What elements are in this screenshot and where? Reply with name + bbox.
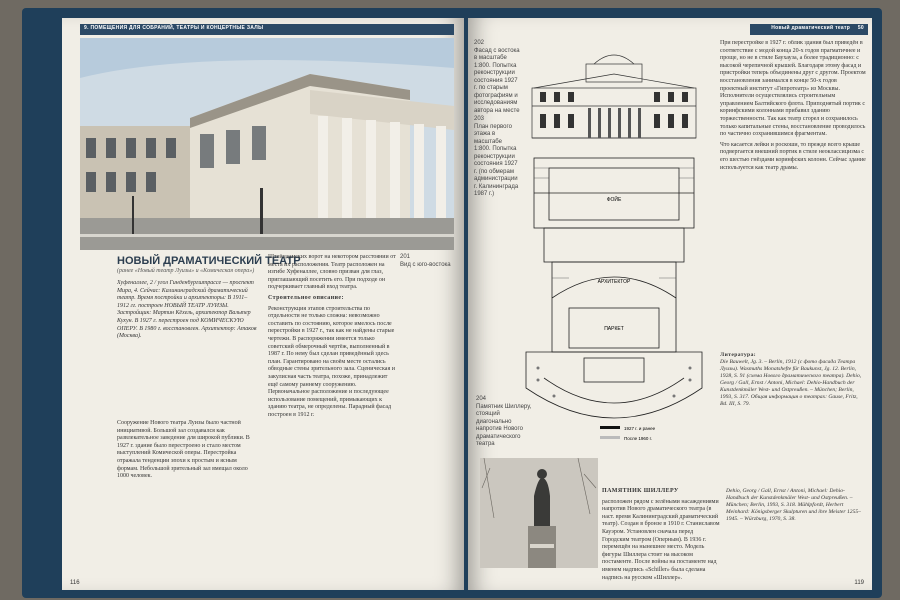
plan-label-foyer: ФОЙЕ [606,197,622,203]
schiller-heading: ПАМЯТНИК ШИЛЛЕРУ [602,488,679,494]
book-cover [22,8,882,598]
legend-1927: 1927 г. и ранее [624,426,656,431]
body-paragraph: Реконструкция этапов строительства по отдельности не только сложна: невозможно составить по состоянию, которое имелось после перестройки в 1927 г., так как не найдены старые чертежи. В распоряжении имеется только советский обмерочный чертёж, выполненный в 1987 г. По нему был сделан приведённый здесь план. Гарантировано на своём месте остались обводные стены зрительного зала. Сценическая и закулисная часть театра, похоже, принадлежит ещё самому раннему сооружению. Первоначальное расположение и последующее использование помещений, примыкающих к зданию театра, не определены. Парадный фасад построен в 1912 г. [268,305,395,418]
right-column-text [720,40,866,344]
caption-text: Вид с юго-востока [400,261,451,268]
figure-202-caption: 202 Фасад с востока в масштабе 1:800. Попытка реконструкции состояния 1927 г. по старым фотографиям и исследованиям автора на месте [474,40,520,114]
running-header [750,24,868,35]
literature-block [720,348,866,408]
biblio-paragraph: Dehio, Georg / Gall, Ernst / Antoni, Michael: Dehio-Handbuch der Kunstdenkmäler West- und Ostpreußen. – München; Berlin, 1993, S. 318. Mühlpfordt, Herbert Meinhard: Königsberger Skulpturen und ihre Meister 1255–1945. – Würzburg, 1970, S. 38. [726,488,861,522]
left-column-text [117,420,257,570]
schiller-monument-photo [480,458,598,568]
floor-plan-drawing [514,148,714,458]
facade-elevation-drawing [524,44,704,144]
left-page [62,18,464,590]
article-title: НОВЫЙ ДРАМАТИЧЕСКИЙ ТЕАТР [117,255,301,267]
schiller-monument-text [602,488,722,584]
photo-caption [400,254,460,269]
article-subtitle: (ранее «Новый театр Луизы» и «Комическая опера») [117,268,255,274]
building-info-text [117,280,257,416]
theater-building-image [80,38,454,250]
bibliography-text [726,488,866,578]
body-paragraph: При перестройке в 1927 г. облик здания был приведён в соответствие с модой конца 20-х годов прагматичнее и проще, но не в стиле Баухауза, а более традиционно: с высокой черепичной крышей. Благодаря этому фасад и пристройки теперь объединены друг с другом. Проектом восстановления занимался в конце 50-х годов проектный институт «Гипротеатр» из Москвы. Исполнители осуществлялись строительным управлением Балтийского флота. Приподнятый портик с коринфскими колоннами прибавил зданию торжественности. Так как театр сгорел и сохранилось только капитальные стены, восстановление проводилось по частично сохранившимся фрагментам. [720,40,866,138]
literature-heading: Литература: [720,352,757,358]
right-page [468,18,872,590]
chapter-header: 9. ПОМЕЩЕНИЯ ДЛЯ СОБРАНИЙ, ТЕАТРЫ И КОНЦЕРТНЫЕ ЗАЛЫ [80,24,454,35]
body-paragraph: Что касается лейки и роскоши, то прежде всего крыше подвергается внешний портик в стиле неоклассицизма с его шестью гнёздами коринфских колонн. Сейчас здание используется как театр драмы. [720,141,866,171]
plan-label-parterre: ПАРКЕТ [604,326,624,332]
body-paragraph: Сооружение Нового театра Луизы было частной инициативой. Большой зал создавался как развлекательное заведение для широкой публики. В 1927 г. здание было перестроено и стало местом выступлений Комической оперы. Перестройка отражала тенденции эпохи к простым и ясным формам. Небольшой зрительный зал вмещал около 1000 человек. [117,420,250,480]
page-number: 119 [854,580,864,586]
section-heading: Строительное описание: [268,294,344,301]
running-header-number: 50 [857,25,864,31]
legend-1960: После 1960 г. [624,436,652,441]
theater-photo [80,38,454,250]
schiller-statue-image [480,458,598,568]
literature-text: Die Bauwelt, Jg. 3. – Berlin, 1912 (с фото фасада Театра Луизы). Wasmuths Monatshefte für Baukunst, Jg. 12. Berlin, 1928, S. 91 (схема Нового драматического театра). Dehio, Georg / Gall, Ernst / Antoni, Michael: Dehio-Handbuch der Kunstdenkmäler West- und Ostpreußen. – München; Berlin, 1993, S. 317. Общая информация о театрах: Gause, Fritz, Bd. III, S. 79. [720,359,862,407]
page-number: 116 [70,580,80,586]
plan-label-architect: АРХИТЕКТОР [597,279,631,285]
figure-204-caption: 204 Памятник Шиллеру, стоящий диагонально напротив Нового драматического театра [476,396,532,447]
middle-column-text [268,254,396,572]
figure-203-caption: 203 План первого этажа в масштабе 1:800. Попытка реконструкции состояния 1927 г. (по обмерам администрации г. Калининграда 1987 г.) [474,116,519,197]
running-header-title: Новый драматический театр [771,25,851,31]
body-paragraph: Штейндамских ворот на некотором расстоянии от места их расположения. Театр расположен на изгибе Хуфеналлее, словно призван для глаз, приглашающий посетить его. При подходе он подчеркивает главный вход театра. [268,254,396,291]
meta-paragraph: Хуфеналлее, 2 / угол Гинденбургштрассе — проспект Мира, 4. Сейчас: Калининградский драматический театр. Время постройки и архитекторы: В 1911–1912 гг. построен НОВЫЙ ТЕАТР ЛУИЗЫ. Застройщик: Мартин Кёхель, архитектор Вальтер Кухун. В 1927 г. перестроен под КОМИЧЕСКУЮ ОПЕРУ. В 1980 г. восстановлен. Архитектор: Атаков (Москва). [117,280,257,340]
caption-number: 201 [400,254,411,260]
schiller-paragraph: расположен рядом с зелёными насаждениями напротив Нового драматического театра (в наст. время Калининградский драматический театр). Создан в бронзе в 1910 г. Станиславом Кауэром. Установлен сначала перед Городским театром (Оперным). В 1936 г. перемещён на нынешнее место. Модель фигуры Шиллера стоит на высоком постаменте. После войны на постаменте над именем надпись «Schiller» была сделана надпись на русском «Шиллер». [602,498,720,581]
